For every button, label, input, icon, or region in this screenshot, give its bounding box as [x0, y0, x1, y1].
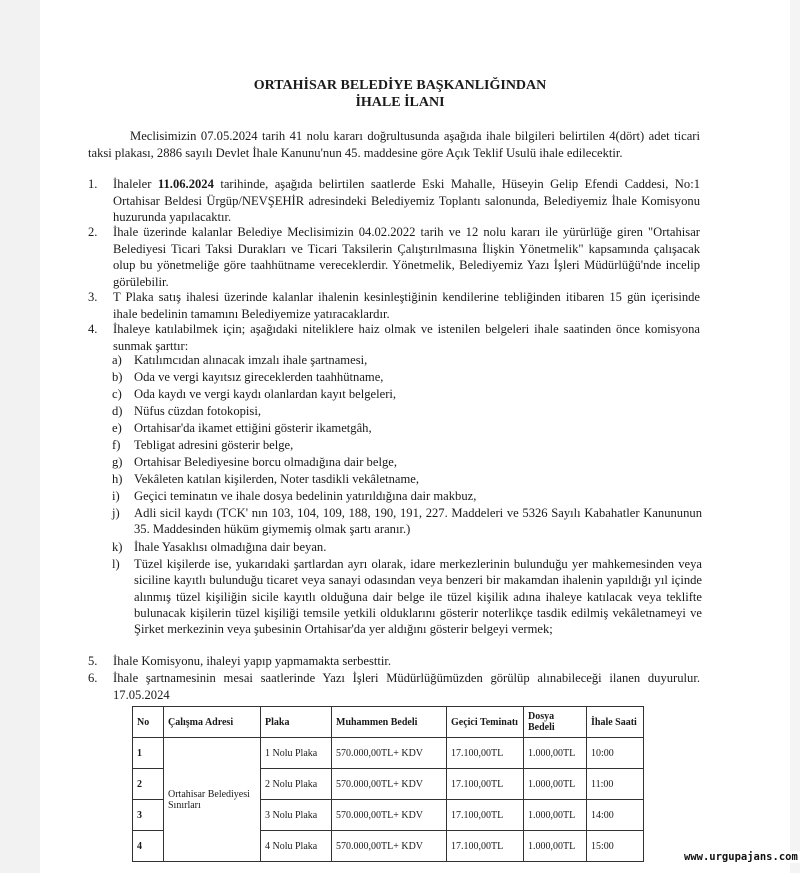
auction-date: 11.06.2024 [157, 177, 214, 191]
cell-file-fee: 1.000,00TL [524, 769, 587, 800]
cell-price: 570.000,00TL+ KDV [332, 769, 447, 800]
cell-time: 14:00 [587, 800, 644, 831]
cell-price: 570.000,00TL+ KDV [332, 800, 447, 831]
col-plate: Plaka [261, 707, 332, 738]
cell-price: 570.000,00TL+ KDV [332, 738, 447, 769]
list-text: İhaleler 11.06.2024 tarihinde, aşağıda belirtilen saatlerde Eski Mahalle, Hüseyin Gelip Efendi Caddesi, No:1 Ortahisar Beldesi Ürgüp/NEVŞEHİR adresindeki Belediyemiz Toplantı salonunda, Belediyemiz İhale Komisyonu huzurunda yapılacaktır. [113, 177, 700, 224]
cell-plate: 4 Nolu Plaka [261, 831, 332, 862]
document-subtitle: İHALE İLANI [355, 95, 445, 110]
table-header-row [133, 707, 644, 738]
scan-edge-left [0, 0, 40, 873]
cell-plate: 2 Nolu Plaka [261, 769, 332, 800]
cell-deposit: 17.100,00TL [447, 738, 524, 769]
document-page: ORTAHİSAR BELEDİYE BAŞKANLIĞINDAN İHALE İLANI Meclisimizin 07.05.2024 tarih 41 nolu kararı doğrultusunda aşağıda ihale bilgileri belirtilen 4(dört) adet ticari taksi plakası, 2886 sayılı Devlet İhale Kanunu'nun 45. maddesine göre Açık Teklif Usulü ihale edilecektir. 1. İhaleler 11.06.2024 tarihinde, aşağıda belirtilen saatlerde Eski Mahalle, Hüseyin Gelip Efendi Caddesi, No:1 Ortahisar Beldesi Ürgüp/NEVŞEHİR adresindeki Belediyemiz Toplantı salonunda, Belediyemiz İhale Komisyonu huzurunda yapılacaktır. 2. İhale üzerinde kalanlar Belediye Meclisimizin 04.02.2022 tarih ve 12 nolu kararı ile yürürlüğe giren "Ortahisar Belediyesi Ticari Taksi Durakları ve Ticari Taksilerin Çalıştırılmasına İlişkin Yönetmelik" kapsamında çalışacak olup bu yönetmeliğe göre taahhütname vereceklerdir. Yönetmelik, Belediyemiz Yazı İşleri Müdürlüğü'nde incelip görülebilir. 3. T Plaka satış ihalesi üzerinde kalanlar ihalenin kesinleştiğinin kendilerine tebliğinden itibaren 15 gün içerisinde ihale bedelinin tamamını Belediyemize yatıracaklardır. 4. İhaleye katılabilmek için; aşağıdaki niteliklere haiz olmak ve istenilen belgeleri ihale saatinden önce komisyona sunmak şarttır: a) Katılımcıdan alınacak imzalı ihale şartnamesi, b) Oda ve vergi kayıtsız gireceklerden taahhütname, c) Oda kaydı ve vergi kaydı olanlardan kayıt belgeleri, d) Nüfus cüzdan fotokopisi, e) Ortahisar'da ikamet ettiğini gösterir ikametgâh, f) Tebligat adresini gösterir belge, g) Ortahisar Belediyesine borcu olmadığına dair belge, h) Vekâleten katılan kişilerden, Noter tasdikli vekâletname, i) Geçici teminatın ve ihale dosya bedelinin yatırıldığına dair makbuz, j) Adli sicil kaydı (TCK' nın 103, 104, 109, 188, 190, 191, 227. Maddeleri ve 5326 Sayılı Kabahatler Kanununun 35. Maddesinden hüküm giymemiş olmak şartı aranır.) k) İhale Yasaklısı olmadığına dair beyan. l) Tüzel kişilerde ise, yukarıdaki şartlardan ayrı olarak, idare merkezlerinin bulunduğu yer mahkemesinden veya siciline kayıtlı bulunduğu ticaret veya sanayi odasından veya benzeri bir makamdan ihalenin yapıldığı yıl içinde alınmış tüzel kişiliğin sicile kayıtlı olduğuna dair belge ile tüzel kişilik adına ihaleye katılacak veya teklifte bulunacak kişilerin tüzel kişiliği temsile yetkili olduklarını gösterir noterlikçe tasdik edilmiş vekâletnameyi ve Şirket merkezinin veya şubesinin Ortahisar'da yer aldığını gösterir belgeyi vermek; 5. İhale Komisyonu, ihaleyi yapıp yapmamakta serbesttir. 6. İhale şartnamesinin mesai saatlerinde Yazı İşleri Müdürlüğümüzden görülüp alınabileceği ilanen duyurulur. 17.05.2024 No Çalışma Adresi Plaka Muhammen Bedeli Geçici Teminatı Dosya Bedeli İhale Saati 1 Ortahisar Belediyesi Sınırları 1 Nolu Plaka 570.000,00TL+ KDV 17.100,00TL 1.000,00TL 10:00 2 2 Nolu Plaka 570.000,00TL+ KDV 17.100,00TL 1.000,00TL 11:00 3 3 Nolu Plaka 570.000,00TL+ KDV 17.100,00TL 1.000,00TL 14:00 4 4 Nolu Plaka 570.000,00TL+ KDV 17.100,00TL 1.000,00TL 15:00 www.urgupajans.com [0, 0, 800, 873]
list-text: İhaleye katılabilmek için; aşağıdaki niteliklere haiz olmak ve istenilen belgeleri ihale saatinden önce komisyona sunmak şarttır: [113, 322, 700, 353]
cell-no: 1 [133, 738, 164, 769]
cell-time: 11:00 [587, 769, 644, 800]
cell-time: 10:00 [587, 738, 644, 769]
cell-no: 3 [133, 800, 164, 831]
list-number: 1. [88, 177, 98, 191]
col-file-fee: Dosya Bedeli [524, 707, 587, 738]
list-number: 3. [88, 290, 98, 304]
scan-edge-right [790, 0, 800, 873]
auction-table [132, 706, 644, 862]
table-row [133, 738, 644, 769]
cell-file-fee: 1.000,00TL [524, 831, 587, 862]
cell-plate: 1 Nolu Plaka [261, 738, 332, 769]
cell-deposit: 17.100,00TL [447, 831, 524, 862]
list-number: 5. [88, 654, 98, 668]
cell-file-fee: 1.000,00TL [524, 800, 587, 831]
col-address: Çalışma Adresi [164, 707, 261, 738]
list-number: 4. [88, 322, 98, 336]
list-text: İhale Komisyonu, ihaleyi yapıp yapmamakta serbesttir. [113, 654, 392, 668]
col-no: No [133, 707, 164, 738]
cell-address: Ortahisar Belediyesi Sınırları [164, 738, 261, 862]
list-text: İhale şartnamesinin mesai saatlerinde Yazı İşleri Müdürlüğümüzden görülüp alınabileceği ilanen duyurulur. 17.05.2024 [113, 671, 700, 702]
cell-deposit: 17.100,00TL [447, 800, 524, 831]
list-number: 6. [88, 671, 98, 685]
cell-deposit: 17.100,00TL [447, 769, 524, 800]
col-deposit: Geçici Teminatı [447, 707, 524, 738]
list-text: T Plaka satış ihalesi üzerinde kalanlar ihalenin kesinleştiğinin kendilerine tebliğinden itibaren 15 gün içerisinde ihale bedelinin tamamını Belediyemize yatıracaklardır. [113, 290, 700, 321]
cell-file-fee: 1.000,00TL [524, 738, 587, 769]
col-price: Muhammen Bedeli [332, 707, 447, 738]
col-time: İhale Saati [587, 707, 644, 738]
document-title: ORTAHİSAR BELEDİYE BAŞKANLIĞINDAN [253, 78, 547, 93]
cell-plate: 3 Nolu Plaka [261, 800, 332, 831]
intro-paragraph: Meclisimizin 07.05.2024 tarih 41 nolu kararı doğrultusunda aşağıda ihale bilgileri belirtilen 4(dört) adet ticari taksi plakası, 2886 sayılı Devlet İhale Kanunu'nun 45. maddesine göre Açık Teklif Usulü ihale edilecektir. [88, 129, 700, 160]
cell-price: 570.000,00TL+ KDV [332, 831, 447, 862]
cell-no: 2 [133, 769, 164, 800]
cell-time: 15:00 [587, 831, 644, 862]
watermark-url: www.urgupajans.com [684, 851, 798, 863]
cell-no: 4 [133, 831, 164, 862]
list-number: 2. [88, 225, 98, 239]
list-text: İhale üzerinde kalanlar Belediye Meclisimizin 04.02.2022 tarih ve 12 nolu kararı ile yürürlüğe giren "Ortahisar Belediyesi Ticari Taksi Durakları ve Ticari Taksilerin Çalıştırılmasına İlişkin Yönetmelik" kapsamında çalışacak olup bu yönetmeliğe göre taahhütname vereceklerdir. Yönetmelik, Belediyemiz Yazı İşleri Müdürlüğü'nde incelip görülebilir. [113, 225, 700, 289]
